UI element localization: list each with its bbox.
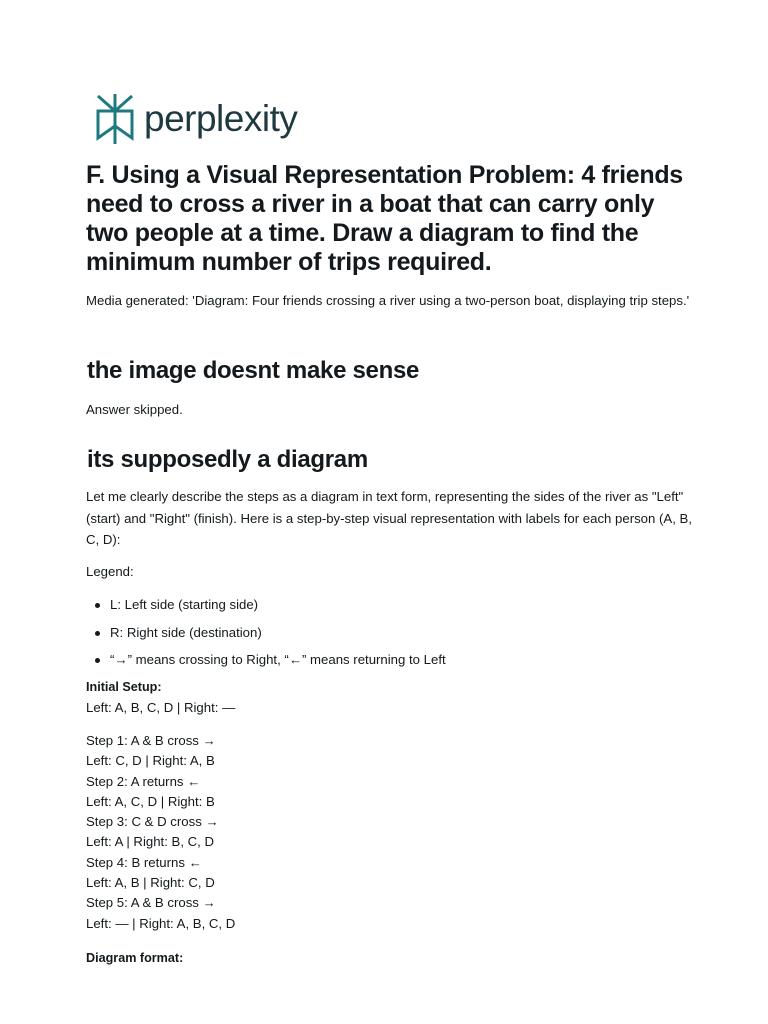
query-title: F. Using a Visual Representation Problem: 4 friends need to cross a river in a boat that can carry only two people at a time. Draw a diagram to find the minimum number of trips required. <box>86 161 683 276</box>
brand-wordmark: perplexity <box>144 98 298 139</box>
answer-skipped: Answer skipped. <box>86 402 183 417</box>
legend-label: Legend: <box>86 564 134 579</box>
followup-question-2: its supposedly a diagram <box>87 446 368 473</box>
perplexity-logo-icon <box>94 92 136 146</box>
media-note: Media generated: 'Diagram: Four friends crossing a river using a two-person boat, displaying trip steps.' <box>86 293 690 308</box>
step-line: Step 2: A returns ← <box>86 773 201 789</box>
step-line: Left: A | Right: B, C, D <box>86 834 215 850</box>
diagram-format-heading: Diagram format: <box>86 951 184 965</box>
steps-list <box>86 731 235 934</box>
step-line: Left: C, D | Right: A, B <box>86 753 215 769</box>
setup-heading: Initial Setup: <box>86 680 162 694</box>
logo-row <box>94 92 297 146</box>
legend-list <box>86 595 446 678</box>
step-line: Step 4: B returns ← <box>86 854 202 870</box>
legend-item: L: Left side (starting side) <box>86 595 446 623</box>
setup-line: Left: A, B, C, D | Right: — <box>86 700 236 715</box>
step-line: Left: A, C, D | Right: B <box>86 793 215 809</box>
step-line: Step 5: A & B cross → <box>86 895 216 911</box>
followup-question-1: the image doesnt make sense <box>87 357 420 384</box>
step-line: Step 3: C & D cross → <box>86 814 219 830</box>
step-line: Left: — | Right: A, B, C, D <box>86 915 236 931</box>
step-line: Left: A, B | Right: C, D <box>86 875 215 891</box>
legend-item: R: Right side (destination) <box>86 623 446 651</box>
answer-intro: Let me clearly describe the steps as a diagram in text form, representing the sides of the river as "Left" (start) and "Right" (finish). Here is a step-by-step visual representation with labels for each person (A, B, C, D): <box>86 489 692 547</box>
step-line: Step 1: A & B cross → <box>86 733 216 748</box>
legend-item: “→” means crossing to Right, “←” means returning to Left <box>86 650 446 678</box>
